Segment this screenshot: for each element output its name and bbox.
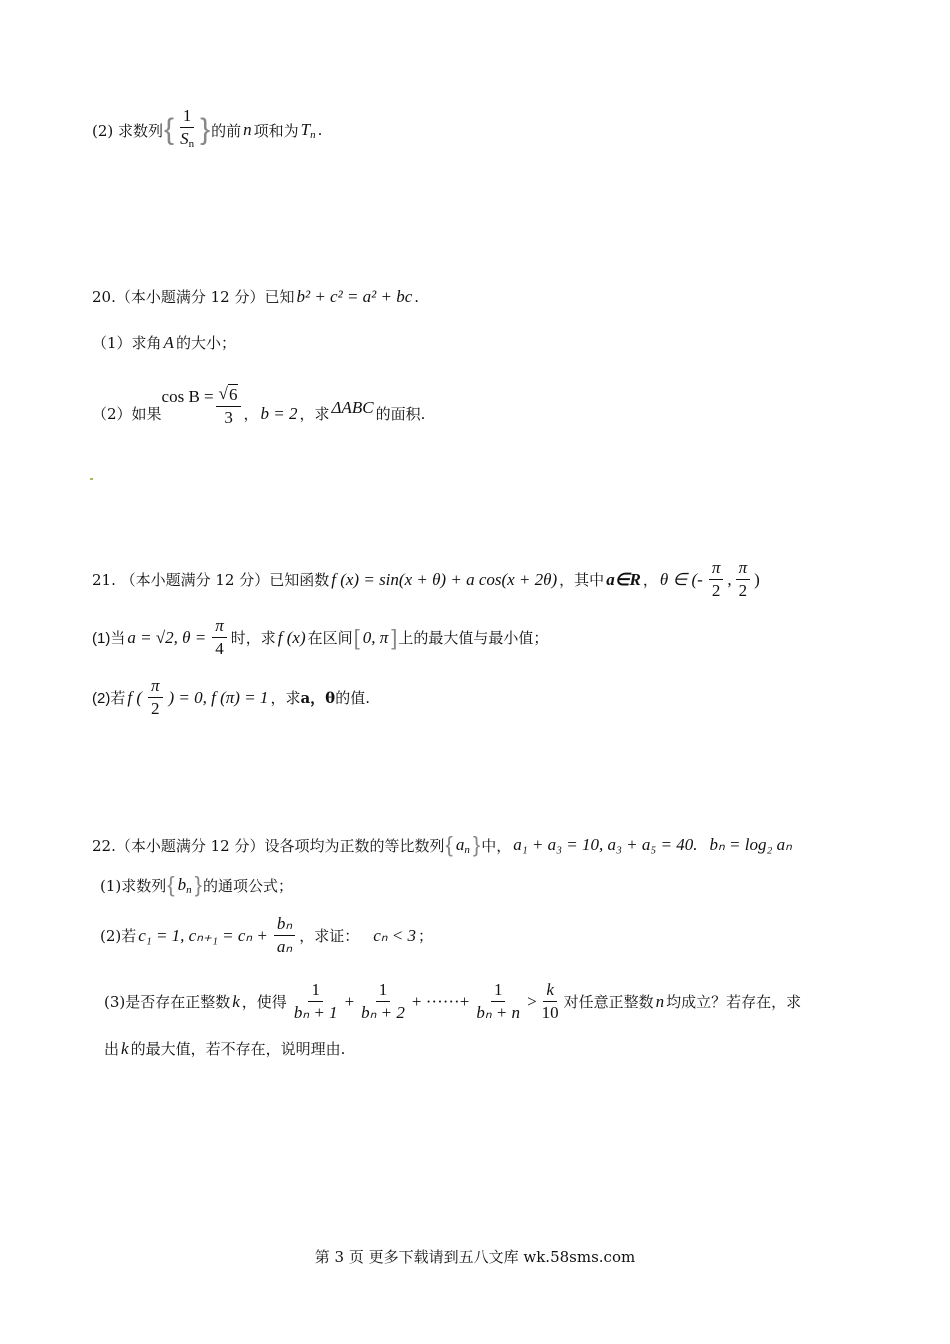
q22-bn-sub: n: [186, 883, 192, 896]
q21-p2-f: f (: [127, 687, 142, 707]
q21-p2-rest: ) = 0, f (π) = 1: [168, 687, 269, 707]
q22-p3-frac-2: [356, 980, 410, 1023]
q19-frac-num: 1: [180, 106, 195, 128]
q22-an: a: [455, 834, 465, 854]
q21-a-in: a∈R: [606, 569, 641, 589]
q21-interval: 0, π: [362, 627, 389, 647]
q22-k: k: [232, 991, 240, 1011]
q22-part3-line2: [104, 1038, 345, 1059]
right-brace-icon: }: [472, 832, 481, 857]
q21-fx: f (x): [277, 627, 306, 647]
q20-header: [92, 286, 419, 307]
q22-one-1: 1: [308, 980, 323, 1002]
q21-p2-prefix: (2)若: [92, 690, 126, 707]
q21-frac-1: [707, 558, 726, 601]
q22-one-3: 1: [491, 980, 506, 1002]
q20-cos: cos B =: [161, 387, 214, 406]
q21-two-1: 2: [711, 581, 721, 600]
q19-mid: 的前: [211, 121, 242, 140]
left-brace-icon: {: [445, 832, 453, 857]
q20-eq-end: .: [414, 287, 420, 306]
q22-p1-prefix: (1)求数列: [100, 876, 167, 895]
q22-header: [92, 834, 794, 856]
q22-p2-cond: c₁ = 1, cₙ₊₁ = cₙ +: [138, 925, 268, 945]
q21-header-text: 21. （本小题满分 12 分）已知函数: [92, 571, 330, 589]
q22-k-num: k: [543, 980, 557, 1002]
q22-plus: +: [344, 991, 355, 1011]
q21-sep: ，: [642, 571, 658, 589]
q22-p3-frac-1: [289, 980, 343, 1023]
q20-fraction: [216, 384, 242, 428]
q20-p2-suffix: 的面积.: [375, 405, 426, 423]
q21-p1-frac: [210, 616, 229, 659]
q19-frac-den: [177, 128, 197, 154]
q22-cond2: bₙ = log₂ aₙ: [709, 835, 792, 854]
q22-n: n: [655, 991, 665, 1011]
q22-bn: b: [177, 874, 187, 894]
page-footer: 第 3 页 更多下载请到五八文库 wk.58sms.com: [314, 1248, 636, 1266]
q22-k-2: k: [121, 1038, 129, 1058]
q22-part2: [100, 914, 433, 957]
q22-p3-mid: ，使得: [241, 993, 287, 1011]
left-bracket-icon: [: [353, 624, 360, 650]
q22-p2-den: aₙ: [276, 937, 293, 956]
q21-p1-suffix: 上的最大值与最小值；: [398, 629, 549, 647]
q22-p2-end: ；: [418, 927, 434, 945]
q22-ten: 10: [541, 1003, 559, 1022]
right-brace-icon: }: [194, 872, 202, 897]
q22-dn: bₙ + n: [476, 1003, 521, 1022]
q22-d2: bₙ + 2: [361, 1003, 405, 1022]
q20-p1-suffix: 的大小；: [175, 334, 236, 352]
q21-p1-mid: 时，求: [230, 629, 276, 647]
q19-S-sub: n: [188, 138, 195, 150]
q20-part2: [92, 384, 425, 428]
q22-part1: [100, 874, 293, 896]
q22-p2-prefix: (2)若: [100, 927, 137, 945]
q22-p2-frac: [272, 914, 297, 957]
q22-cond1: a₁ + a₃ = 10, a₃ + a₅ = 40.: [513, 835, 698, 854]
q20-equation: b² + c² = a² + bc: [296, 286, 413, 306]
q21-p2-mid: ，求: [270, 689, 301, 707]
q21-pi-2: π: [736, 558, 751, 580]
q21-p2-frac: [146, 676, 165, 719]
q21-p1-cond: a = √2, θ =: [127, 627, 207, 647]
q20-b-eq: b = 2: [260, 404, 298, 423]
q21-comma: ,: [727, 569, 732, 589]
q20-frac-num: √ 6: [216, 384, 242, 407]
q21-p2-vars: a，θ: [300, 689, 336, 707]
q20-sqrt-val: 6: [228, 385, 238, 404]
q22-p3-frac-3: [471, 980, 525, 1023]
q22-p3-l2-suffix: 的最大值，若不存在，说明理由.: [130, 1040, 346, 1058]
q20-header-text: 20.（本小题满分 12 分）已知: [92, 288, 295, 306]
left-brace-icon: {: [167, 872, 175, 897]
q20-triangle: ΔABC: [331, 398, 374, 417]
q22-p3-l2-prefix: 出: [104, 1040, 120, 1058]
q20-p1-var: A: [163, 332, 174, 352]
q21-p1-pi: π: [212, 616, 227, 638]
left-brace-icon: {: [164, 113, 175, 146]
q21-func: f (x) = sin(x + θ) + a cos(x + 2θ): [331, 569, 558, 589]
q19-p2-prefix: (2) 求数列: [92, 121, 164, 140]
stray-mark: [90, 478, 93, 480]
q22-p3-frac-4: [539, 980, 562, 1023]
q22-an-sub: n: [464, 843, 470, 856]
q22-gt: >: [527, 991, 537, 1011]
q22-p3-mid2: 对任意正整数: [563, 993, 654, 1011]
q21-theta-in: θ ∈ (-: [659, 569, 703, 589]
q21-p1-prefix: (1)当: [92, 630, 126, 647]
q21-p2-suffix: 的值.: [335, 689, 370, 707]
q22-p2-num: bₙ: [274, 914, 295, 936]
q19-T: T: [300, 119, 311, 139]
q22-header-text: 22.（本小题满分 12 分）设各项均为正数的等比数列: [92, 836, 445, 855]
q21-p2-two: 2: [151, 699, 160, 718]
q20-p2-prefix: （2）如果: [92, 405, 162, 423]
q21-two-2: 2: [738, 581, 748, 600]
q19-fraction: [177, 106, 197, 154]
q21-part1: [92, 616, 548, 659]
q22-p3-suffix: 均成立？若存在，求: [666, 993, 802, 1011]
q21-close: ): [754, 569, 760, 589]
q20-part1: [92, 332, 236, 353]
q19-n: n: [243, 120, 252, 139]
q21-frac-2: [734, 558, 753, 601]
q21-part2: [92, 676, 370, 719]
q21-mid: ，其中: [559, 571, 605, 589]
q20-sep: ，: [243, 405, 259, 423]
q21-p1-mid2: 在区间: [307, 629, 353, 647]
q22-p1-suffix: 的通项公式；: [202, 876, 293, 895]
q22-one-2: 1: [376, 980, 391, 1002]
q21-p2-pi: π: [148, 676, 163, 698]
q19-part2: [92, 106, 322, 154]
q21-p1-four: 4: [215, 639, 224, 658]
right-brace-icon: }: [200, 113, 211, 146]
q22-d1: bₙ + 1: [293, 1003, 338, 1022]
q21-pi-1: π: [709, 558, 724, 580]
q22-p2-mid: ，求证：: [299, 927, 360, 945]
q20-p1-prefix: （1）求角: [92, 334, 162, 352]
q21-header: [92, 558, 760, 601]
q20-p2-mid: ，求: [299, 405, 330, 423]
q20-frac-den: 3: [224, 408, 233, 427]
q22-dots: + ······+: [411, 991, 470, 1011]
q22-p3-prefix: (3)是否存在正整数: [104, 993, 231, 1011]
q19-mid2: 项和为: [253, 121, 299, 140]
q19-S: S: [180, 129, 189, 148]
q22-p2-claim: cₙ < 3: [373, 925, 416, 945]
q22-part3-line1: [104, 980, 801, 1023]
right-bracket-icon: ]: [391, 624, 398, 650]
q19-end: .: [317, 121, 323, 139]
q22-mid: 中，: [481, 836, 512, 855]
q19-T-sub: n: [310, 128, 316, 141]
